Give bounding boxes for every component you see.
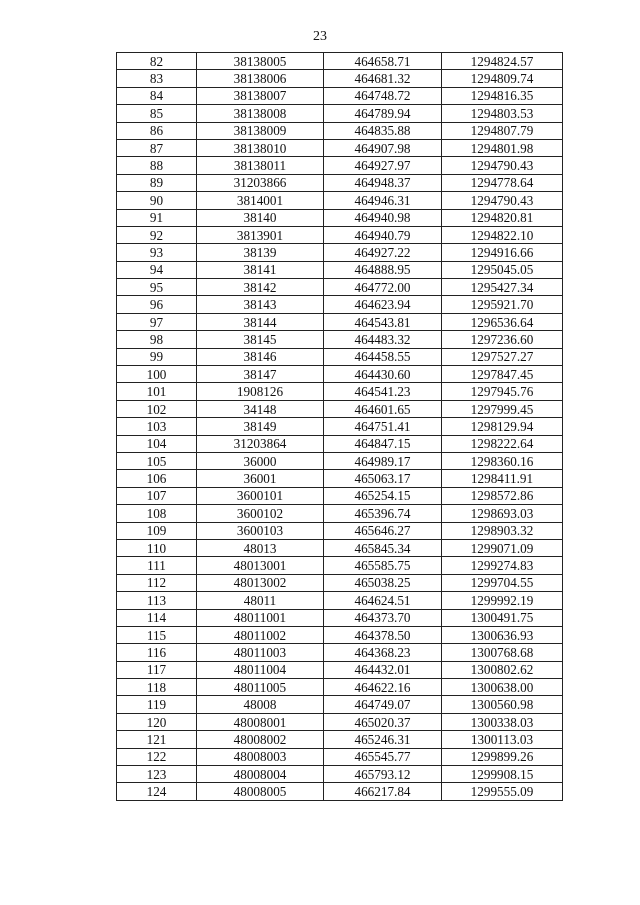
point-id-cell: 38145 (197, 331, 324, 348)
y-coordinate-cell: 1294803.53 (442, 105, 563, 122)
table-row (117, 713, 563, 730)
row-index-cell: 111 (117, 557, 197, 574)
table-row (117, 731, 563, 748)
coordinates-table-body (117, 53, 563, 801)
point-id-cell: 38147 (197, 366, 324, 383)
row-index-cell: 91 (117, 209, 197, 226)
point-id-cell: 38141 (197, 261, 324, 278)
table-row (117, 296, 563, 313)
table-row (117, 157, 563, 174)
point-id-cell: 48013 (197, 539, 324, 556)
y-coordinate-cell: 1297945.76 (442, 383, 563, 400)
point-id-cell: 48008002 (197, 731, 324, 748)
y-coordinate-cell: 1298129.94 (442, 418, 563, 435)
point-id-cell: 38138006 (197, 70, 324, 87)
x-coordinate-cell: 465585.75 (324, 557, 442, 574)
coordinates-table (116, 52, 563, 801)
row-index-cell: 118 (117, 679, 197, 696)
row-index-cell: 83 (117, 70, 197, 87)
y-coordinate-cell: 1294790.43 (442, 192, 563, 209)
row-index-cell: 117 (117, 661, 197, 678)
y-coordinate-cell: 1298572.86 (442, 487, 563, 504)
row-index-cell: 108 (117, 505, 197, 522)
x-coordinate-cell: 464940.79 (324, 226, 442, 243)
row-index-cell: 88 (117, 157, 197, 174)
row-index-cell: 115 (117, 626, 197, 643)
x-coordinate-cell: 465396.74 (324, 505, 442, 522)
row-index-cell: 123 (117, 766, 197, 783)
x-coordinate-cell: 464541.23 (324, 383, 442, 400)
row-index-cell: 97 (117, 313, 197, 330)
x-coordinate-cell: 464927.22 (324, 244, 442, 261)
y-coordinate-cell: 1300768.68 (442, 644, 563, 661)
x-coordinate-cell: 464772.00 (324, 279, 442, 296)
point-id-cell: 38138010 (197, 139, 324, 156)
row-index-cell: 98 (117, 331, 197, 348)
row-index-cell: 92 (117, 226, 197, 243)
point-id-cell: 38142 (197, 279, 324, 296)
table-row (117, 557, 563, 574)
y-coordinate-cell: 1300636.93 (442, 626, 563, 643)
y-coordinate-cell: 1294916.66 (442, 244, 563, 261)
x-coordinate-cell: 464948.37 (324, 174, 442, 191)
point-id-cell: 34148 (197, 400, 324, 417)
x-coordinate-cell: 464946.31 (324, 192, 442, 209)
y-coordinate-cell: 1294824.57 (442, 53, 563, 70)
table-row (117, 400, 563, 417)
x-coordinate-cell: 464483.32 (324, 331, 442, 348)
x-coordinate-cell: 464681.32 (324, 70, 442, 87)
x-coordinate-cell: 465020.37 (324, 713, 442, 730)
x-coordinate-cell: 464624.51 (324, 592, 442, 609)
table-row (117, 696, 563, 713)
y-coordinate-cell: 1299992.19 (442, 592, 563, 609)
table-row (117, 348, 563, 365)
table-row (117, 174, 563, 191)
row-index-cell: 89 (117, 174, 197, 191)
point-id-cell: 48011004 (197, 661, 324, 678)
table-row (117, 592, 563, 609)
row-index-cell: 84 (117, 87, 197, 104)
row-index-cell: 112 (117, 574, 197, 591)
x-coordinate-cell: 464368.23 (324, 644, 442, 661)
row-index-cell: 102 (117, 400, 197, 417)
row-index-cell: 110 (117, 539, 197, 556)
table-row (117, 192, 563, 209)
y-coordinate-cell: 1300560.98 (442, 696, 563, 713)
y-coordinate-cell: 1294822.10 (442, 226, 563, 243)
x-coordinate-cell: 464789.94 (324, 105, 442, 122)
point-id-cell: 38146 (197, 348, 324, 365)
row-index-cell: 103 (117, 418, 197, 435)
table-row (117, 661, 563, 678)
point-id-cell: 3813901 (197, 226, 324, 243)
table-row (117, 331, 563, 348)
row-index-cell: 90 (117, 192, 197, 209)
point-id-cell: 48011005 (197, 679, 324, 696)
row-index-cell: 93 (117, 244, 197, 261)
table-row (117, 748, 563, 765)
x-coordinate-cell: 464432.01 (324, 661, 442, 678)
x-coordinate-cell: 464543.81 (324, 313, 442, 330)
row-index-cell: 85 (117, 105, 197, 122)
row-index-cell: 113 (117, 592, 197, 609)
y-coordinate-cell: 1297236.60 (442, 331, 563, 348)
x-coordinate-cell: 465646.27 (324, 522, 442, 539)
x-coordinate-cell: 464927.97 (324, 157, 442, 174)
point-id-cell: 31203864 (197, 435, 324, 452)
row-index-cell: 101 (117, 383, 197, 400)
table-row (117, 539, 563, 556)
table-row (117, 626, 563, 643)
point-id-cell: 38138007 (197, 87, 324, 104)
x-coordinate-cell: 464751.41 (324, 418, 442, 435)
y-coordinate-cell: 1299274.83 (442, 557, 563, 574)
table-row (117, 522, 563, 539)
point-id-cell: 38139 (197, 244, 324, 261)
y-coordinate-cell: 1298222.64 (442, 435, 563, 452)
y-coordinate-cell: 1299704.55 (442, 574, 563, 591)
y-coordinate-cell: 1299555.09 (442, 783, 563, 800)
row-index-cell: 124 (117, 783, 197, 800)
table-row (117, 487, 563, 504)
y-coordinate-cell: 1294801.98 (442, 139, 563, 156)
point-id-cell: 3600103 (197, 522, 324, 539)
x-coordinate-cell: 464458.55 (324, 348, 442, 365)
x-coordinate-cell: 464940.98 (324, 209, 442, 226)
y-coordinate-cell: 1295427.34 (442, 279, 563, 296)
y-coordinate-cell: 1298903.32 (442, 522, 563, 539)
y-coordinate-cell: 1298360.16 (442, 452, 563, 469)
x-coordinate-cell: 464658.71 (324, 53, 442, 70)
y-coordinate-cell: 1299908.15 (442, 766, 563, 783)
table-row (117, 209, 563, 226)
point-id-cell: 38138008 (197, 105, 324, 122)
x-coordinate-cell: 464748.72 (324, 87, 442, 104)
table-row (117, 470, 563, 487)
point-id-cell: 48011 (197, 592, 324, 609)
x-coordinate-cell: 465793.12 (324, 766, 442, 783)
x-coordinate-cell: 464373.70 (324, 609, 442, 626)
y-coordinate-cell: 1296536.64 (442, 313, 563, 330)
table-row (117, 435, 563, 452)
table-row (117, 783, 563, 800)
table-row (117, 53, 563, 70)
x-coordinate-cell: 465545.77 (324, 748, 442, 765)
y-coordinate-cell: 1294778.64 (442, 174, 563, 191)
x-coordinate-cell: 466217.84 (324, 783, 442, 800)
point-id-cell: 38149 (197, 418, 324, 435)
x-coordinate-cell: 464623.94 (324, 296, 442, 313)
y-coordinate-cell: 1294790.43 (442, 157, 563, 174)
y-coordinate-cell: 1294816.35 (442, 87, 563, 104)
table-row (117, 644, 563, 661)
y-coordinate-cell: 1300338.03 (442, 713, 563, 730)
y-coordinate-cell: 1295045.05 (442, 261, 563, 278)
y-coordinate-cell: 1300638.00 (442, 679, 563, 696)
row-index-cell: 100 (117, 366, 197, 383)
row-index-cell: 86 (117, 122, 197, 139)
x-coordinate-cell: 464907.98 (324, 139, 442, 156)
x-coordinate-cell: 464835.88 (324, 122, 442, 139)
point-id-cell: 36001 (197, 470, 324, 487)
y-coordinate-cell: 1300113.03 (442, 731, 563, 748)
point-id-cell: 36000 (197, 452, 324, 469)
point-id-cell: 38138005 (197, 53, 324, 70)
table-row (117, 226, 563, 243)
y-coordinate-cell: 1297527.27 (442, 348, 563, 365)
point-id-cell: 48013002 (197, 574, 324, 591)
y-coordinate-cell: 1300491.75 (442, 609, 563, 626)
row-index-cell: 96 (117, 296, 197, 313)
y-coordinate-cell: 1297999.45 (442, 400, 563, 417)
table-row (117, 313, 563, 330)
x-coordinate-cell: 464989.17 (324, 452, 442, 469)
x-coordinate-cell: 464888.95 (324, 261, 442, 278)
x-coordinate-cell: 465246.31 (324, 731, 442, 748)
point-id-cell: 38138011 (197, 157, 324, 174)
y-coordinate-cell: 1298411.91 (442, 470, 563, 487)
point-id-cell: 3814001 (197, 192, 324, 209)
row-index-cell: 104 (117, 435, 197, 452)
x-coordinate-cell: 465038.25 (324, 574, 442, 591)
table-row (117, 139, 563, 156)
point-id-cell: 48013001 (197, 557, 324, 574)
point-id-cell: 3600102 (197, 505, 324, 522)
y-coordinate-cell: 1299899.26 (442, 748, 563, 765)
x-coordinate-cell: 464378.50 (324, 626, 442, 643)
point-id-cell: 48008001 (197, 713, 324, 730)
table-row (117, 609, 563, 626)
point-id-cell: 48011001 (197, 609, 324, 626)
table-row (117, 261, 563, 278)
point-id-cell: 38140 (197, 209, 324, 226)
row-index-cell: 109 (117, 522, 197, 539)
table-row (117, 418, 563, 435)
y-coordinate-cell: 1300802.62 (442, 661, 563, 678)
table-row (117, 70, 563, 87)
row-index-cell: 119 (117, 696, 197, 713)
y-coordinate-cell: 1299071.09 (442, 539, 563, 556)
y-coordinate-cell: 1297847.45 (442, 366, 563, 383)
x-coordinate-cell: 464749.07 (324, 696, 442, 713)
point-id-cell: 48008005 (197, 783, 324, 800)
page-number: 23 (313, 29, 327, 44)
row-index-cell: 87 (117, 139, 197, 156)
row-index-cell: 121 (117, 731, 197, 748)
row-index-cell: 106 (117, 470, 197, 487)
y-coordinate-cell: 1294820.81 (442, 209, 563, 226)
x-coordinate-cell: 465845.34 (324, 539, 442, 556)
y-coordinate-cell: 1294809.74 (442, 70, 563, 87)
row-index-cell: 95 (117, 279, 197, 296)
row-index-cell: 114 (117, 609, 197, 626)
point-id-cell: 48008 (197, 696, 324, 713)
y-coordinate-cell: 1294807.79 (442, 122, 563, 139)
row-index-cell: 105 (117, 452, 197, 469)
table-row (117, 87, 563, 104)
point-id-cell: 31203866 (197, 174, 324, 191)
point-id-cell: 48008004 (197, 766, 324, 783)
point-id-cell: 1908126 (197, 383, 324, 400)
y-coordinate-cell: 1295921.70 (442, 296, 563, 313)
x-coordinate-cell: 464847.15 (324, 435, 442, 452)
table-row (117, 383, 563, 400)
row-index-cell: 82 (117, 53, 197, 70)
table-row (117, 574, 563, 591)
row-index-cell: 99 (117, 348, 197, 365)
y-coordinate-cell: 1298693.03 (442, 505, 563, 522)
table-row (117, 122, 563, 139)
row-index-cell: 94 (117, 261, 197, 278)
table-row (117, 105, 563, 122)
table-row (117, 366, 563, 383)
x-coordinate-cell: 464430.60 (324, 366, 442, 383)
row-index-cell: 107 (117, 487, 197, 504)
point-id-cell: 48008003 (197, 748, 324, 765)
x-coordinate-cell: 465254.15 (324, 487, 442, 504)
x-coordinate-cell: 464601.65 (324, 400, 442, 417)
table-row (117, 452, 563, 469)
table-row (117, 679, 563, 696)
row-index-cell: 116 (117, 644, 197, 661)
point-id-cell: 38138009 (197, 122, 324, 139)
x-coordinate-cell: 465063.17 (324, 470, 442, 487)
point-id-cell: 38143 (197, 296, 324, 313)
row-index-cell: 120 (117, 713, 197, 730)
table-row (117, 766, 563, 783)
point-id-cell: 48011002 (197, 626, 324, 643)
x-coordinate-cell: 464622.16 (324, 679, 442, 696)
table-row (117, 279, 563, 296)
table-row (117, 505, 563, 522)
point-id-cell: 48011003 (197, 644, 324, 661)
table-row (117, 244, 563, 261)
row-index-cell: 122 (117, 748, 197, 765)
point-id-cell: 38144 (197, 313, 324, 330)
point-id-cell: 3600101 (197, 487, 324, 504)
